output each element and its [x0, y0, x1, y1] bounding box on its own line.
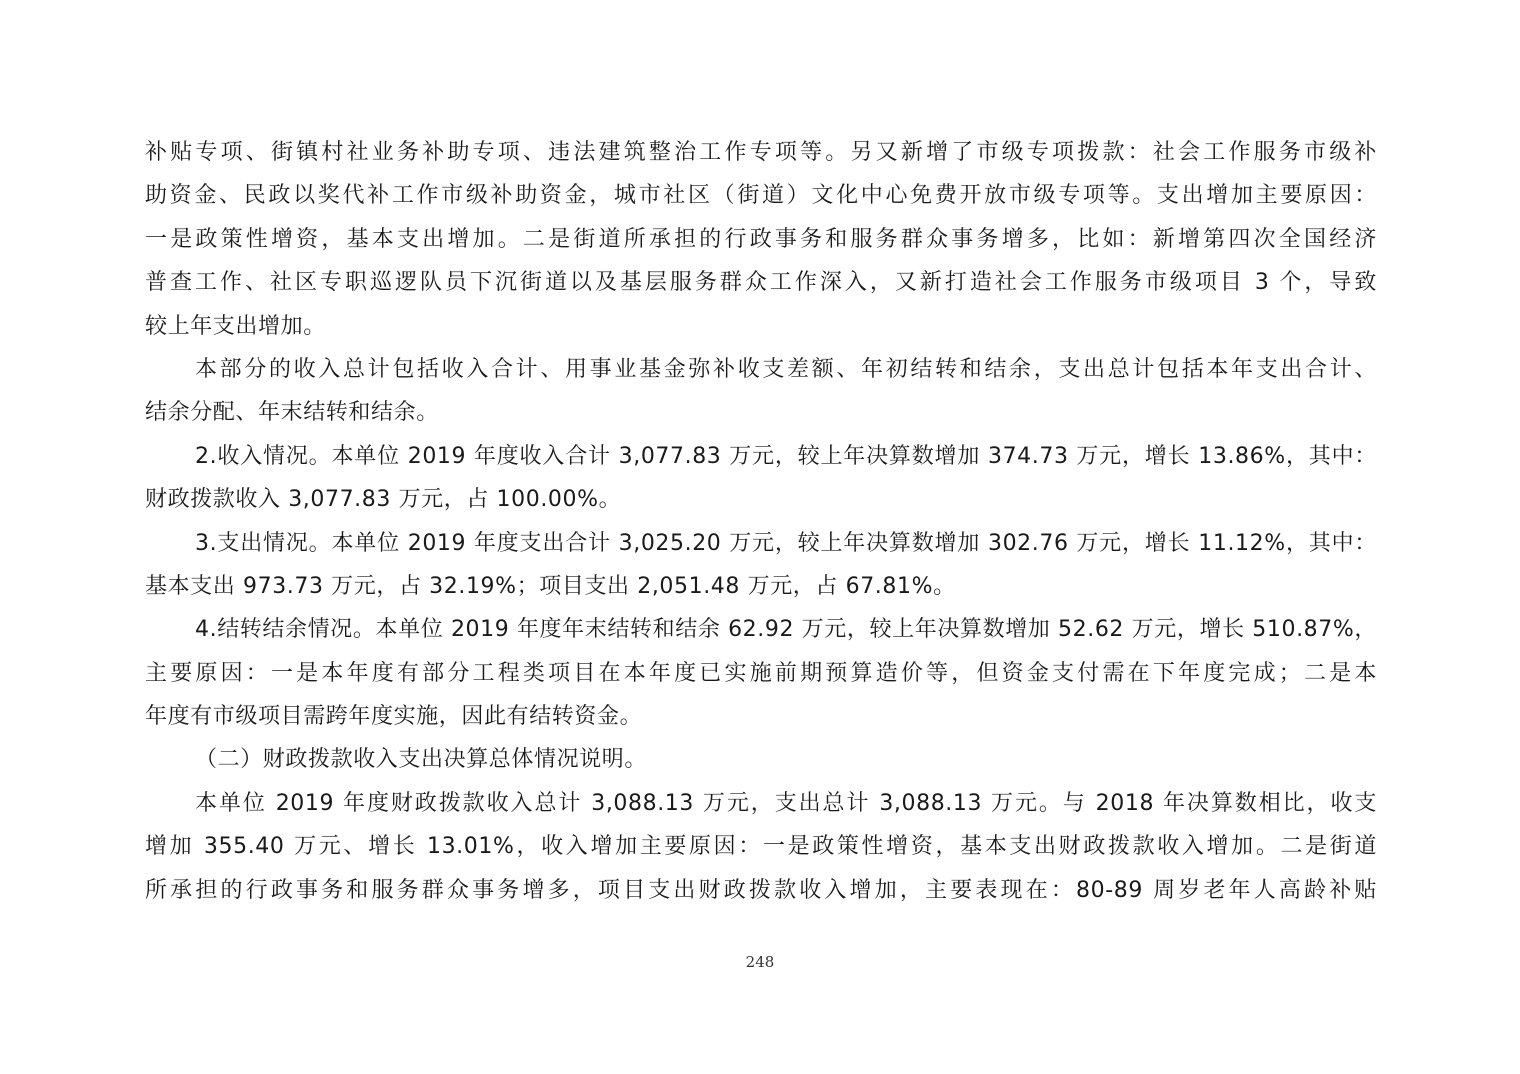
text-line: 助资金、民政以奖代补工作市级补助资金，城市社区（街道）文化中心免费开放市级专项等。支出增加主要原因：	[145, 183, 1377, 209]
text-line: 主要原因：一是本年度有部分工程类项目在本年度已实施前期预算造价等，但资金支付需在下年度完成；二是本	[145, 660, 1377, 686]
body-text	[145, 131, 1377, 912]
text-line: 较上年支出增加。	[145, 313, 326, 339]
text-line: 所承担的行政事务和服务群众事务增多，项目支出财政拨款收入增加，主要表现在：80-89 周岁老年人高龄补贴	[145, 877, 1377, 903]
text-line: 结余分配、年末结转和结余。	[145, 400, 439, 426]
text-line: 基本支出 973.73 万元，占 32.19%；项目支出 2,051.48 万元，占 67.81%。	[145, 573, 956, 599]
paragraph-first-line: 3.支出情况。本单位 2019 年度支出合计 3,025.20 万元，较上年决算数增加 302.76 万元，增长 11.12%，其中：	[195, 530, 1377, 556]
text-line: 财政拨款收入 3,077.83 万元，占 100.00%。	[145, 487, 622, 513]
text-line: 增加 355.40 万元、增长 13.01%，收入增加主要原因：一是政策性增资，基本支出财政拨款收入增加。二是街道	[145, 834, 1377, 860]
text-line: 普查工作、社区专职巡逻队员下沉街道以及基层服务群众工作深入，又新打造社会工作服务市级项目 3 个，导致	[145, 270, 1377, 296]
section-heading: （二）财政拨款收入支出决算总体情况说明。	[195, 747, 648, 773]
page-number: 248	[745, 953, 775, 971]
text-line: 年度有市级项目需跨年度实施，因此有结转资金。	[145, 704, 643, 730]
text-line: 补贴专项、街镇村社业务补助专项、违法建筑整治工作专项等。另又新增了市级专项拨款：社会工作服务市级补	[145, 140, 1377, 165]
text-line: 一是政策性增资，基本支出增加。二是街道所承担的行政事务和服务群众事务增多，比如：新增第四次全国经济	[145, 226, 1377, 252]
paragraph-first-line: 2.收入情况。本单位 2019 年度收入合计 3,077.83 万元，较上年决算数增加 374.73 万元，增长 13.86%，其中：	[195, 443, 1377, 469]
paragraph-first-line: 4.结转结余情况。本单位 2019 年度年末结转和结余 62.92 万元，较上年决算数增加 52.62 万元，增长 510.87%，	[195, 617, 1377, 643]
paragraph-first-line: 本部分的收入总计包括收入合计、用事业基金弥补收支差额、年初结转和结余，支出总计包括本年支出合计、	[195, 356, 1377, 382]
paragraph-first-line: 本单位 2019 年度财政拨款收入总计 3,088.13 万元，支出总计 3,088.13 万元。与 2018 年决算数相比，收支	[195, 790, 1377, 816]
